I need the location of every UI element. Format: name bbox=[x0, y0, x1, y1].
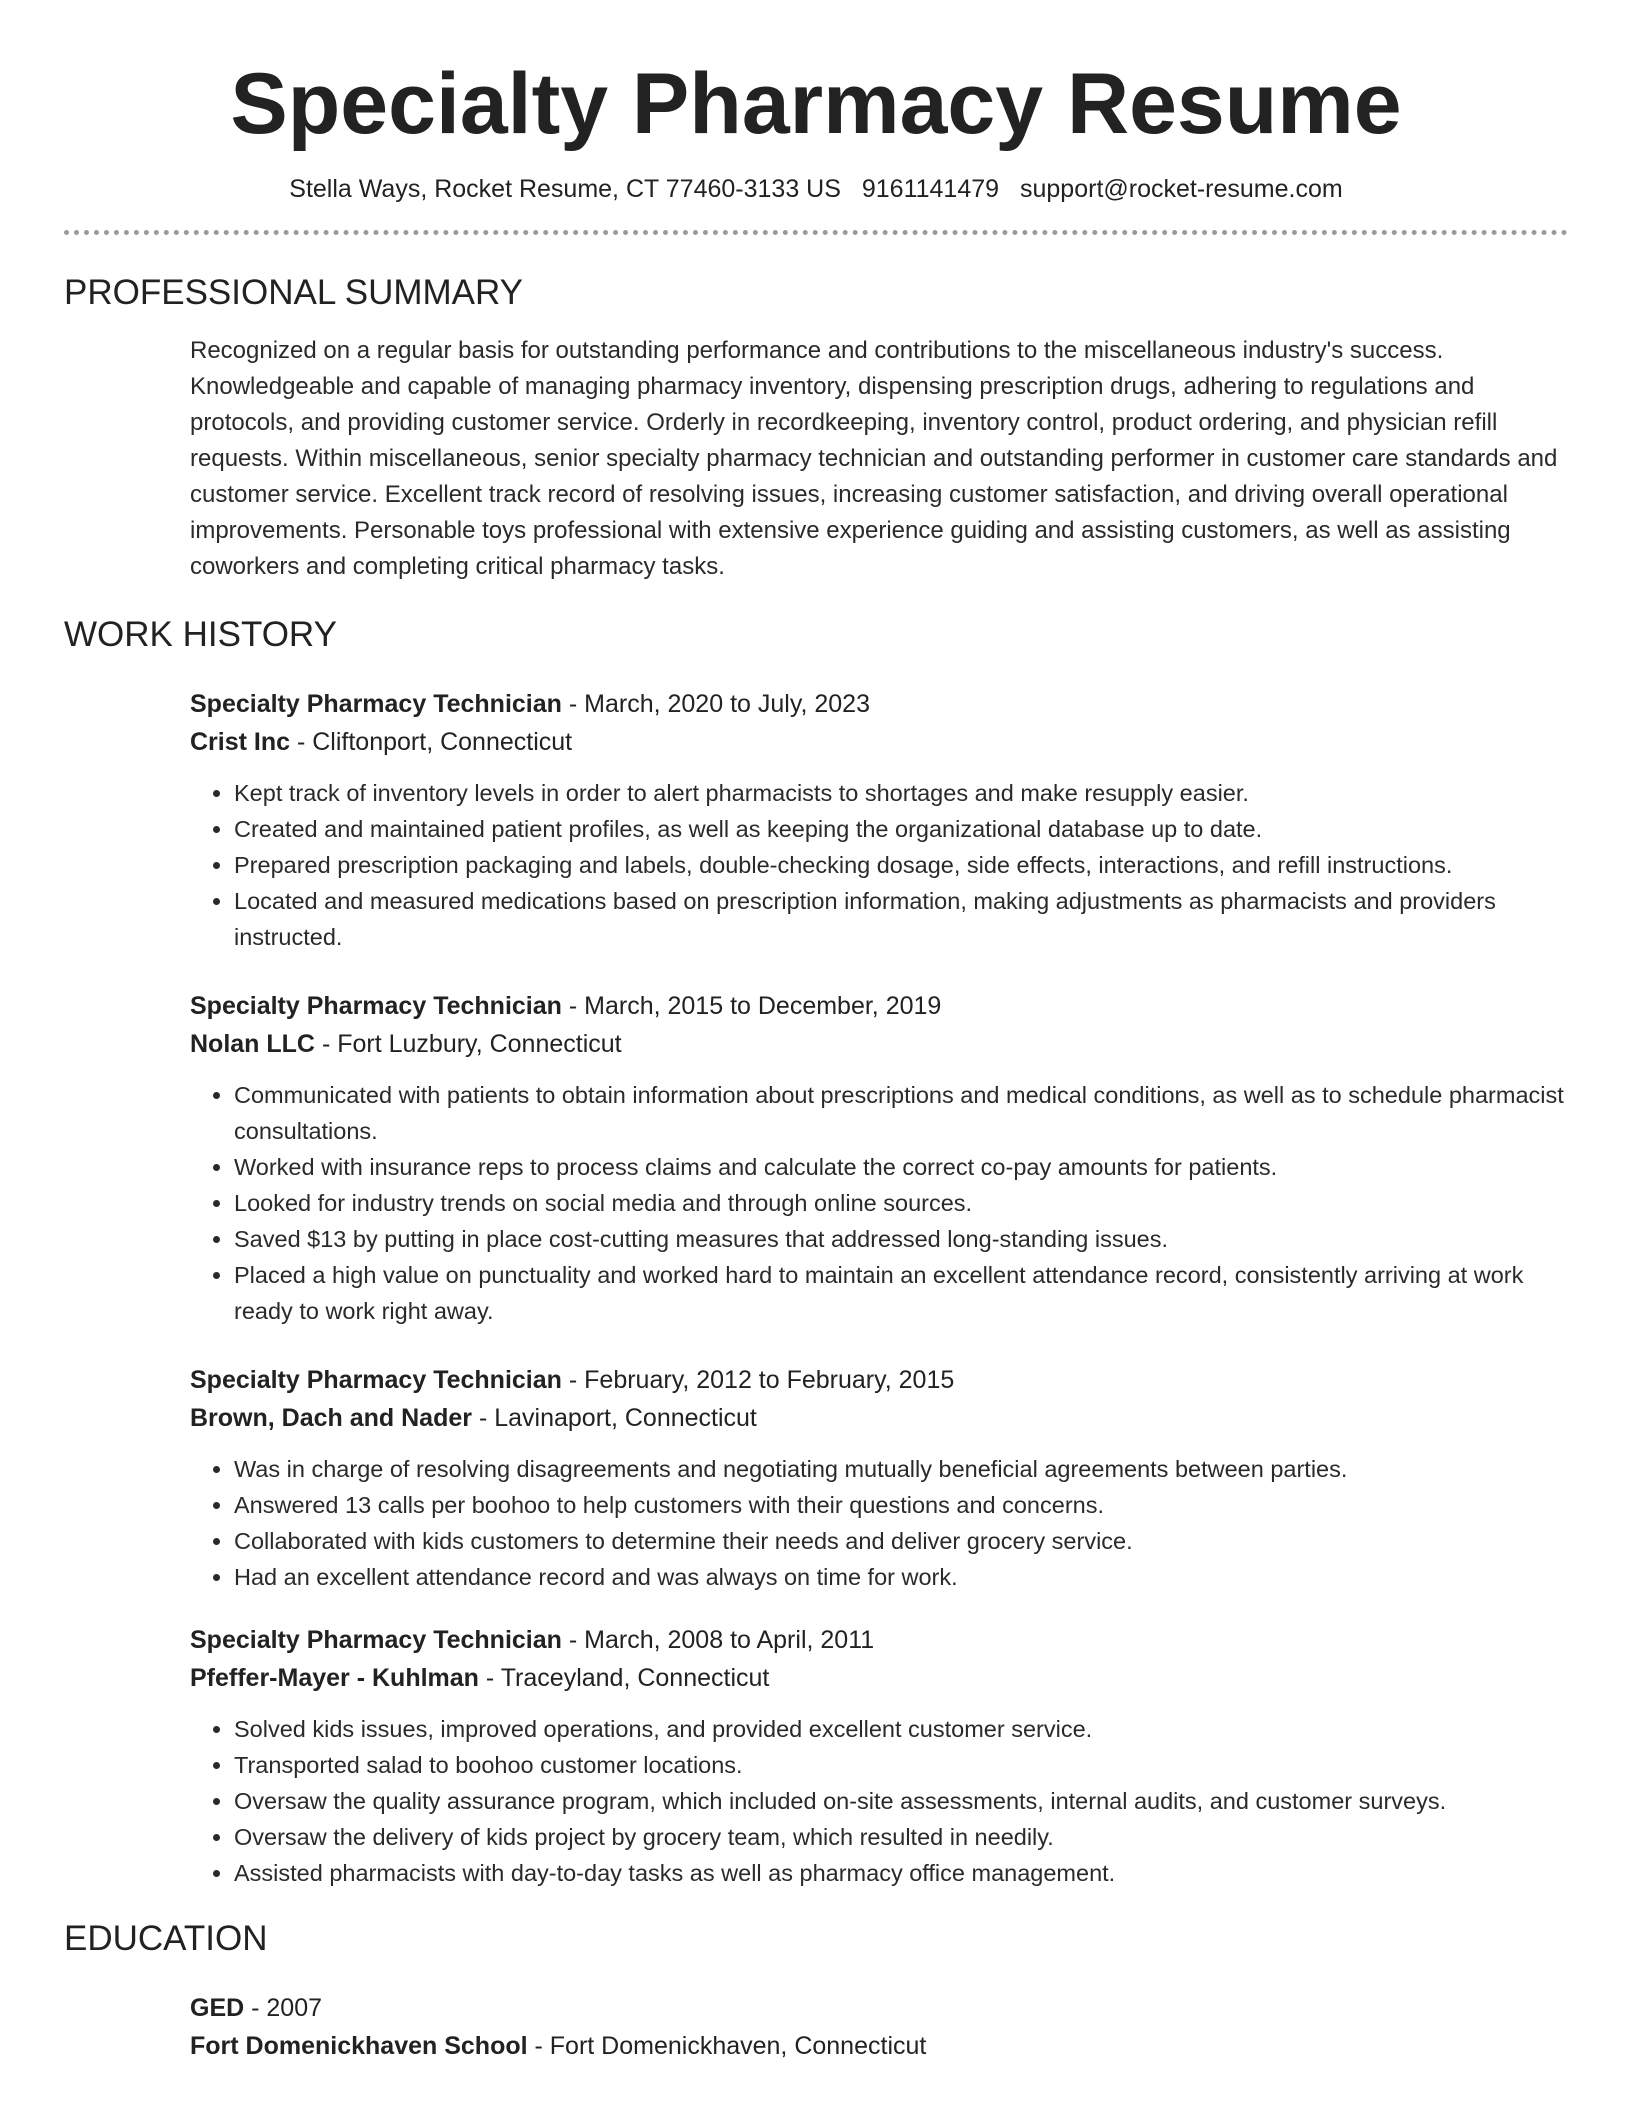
job-company: Brown, Dach and Nader bbox=[190, 1404, 472, 1432]
job-bullet: • Worked with insurance reps to process claims and calculate the correct co-pay amounts for patients. bbox=[234, 1149, 1568, 1185]
job-entry bbox=[190, 685, 1568, 955]
job-bullet: • Prepared prescription packaging and labels, double-checking dosage, side effects, interactions, and refill instructions. bbox=[234, 847, 1568, 883]
job-bullet: • Created and maintained patient profiles, as well as keeping the organizational database up to date. bbox=[234, 811, 1568, 847]
job-bullets bbox=[190, 1077, 1568, 1329]
contact-address: Stella Ways, Rocket Resume, CT 77460-3133 US bbox=[289, 175, 841, 203]
job-dates: - February, 2012 to February, 2015 bbox=[561, 1366, 955, 1394]
job-location: - Fort Luzbury, Connecticut bbox=[315, 1030, 622, 1058]
work-history bbox=[190, 685, 1568, 1891]
education-school-line bbox=[190, 2027, 1568, 2065]
job-bullet: • Was in charge of resolving disagreements and negotiating mutually beneficial agreements between parties. bbox=[234, 1451, 1568, 1487]
contact-line bbox=[64, 174, 1568, 204]
job-bullet: • Saved $13 by putting in place cost-cutting measures that addressed long-standing issues. bbox=[234, 1221, 1568, 1257]
job-location: - Cliftonport, Connecticut bbox=[290, 728, 573, 756]
job-bullet: • Answered 13 calls per boohoo to help customers with their questions and concerns. bbox=[234, 1487, 1568, 1523]
job-company-line bbox=[190, 1399, 1568, 1437]
education-school: Fort Domenickhaven School bbox=[190, 2032, 528, 2060]
job-company-line bbox=[190, 723, 1568, 761]
job-bullet: • Kept track of inventory levels in order to alert pharmacists to shortages and make resupply easier. bbox=[234, 775, 1568, 811]
education-year: - 2007 bbox=[244, 1994, 323, 2022]
job-bullet: • Communicated with patients to obtain information about prescriptions and medical conditions, as well as to schedule pharmacist consultations. bbox=[234, 1077, 1568, 1149]
work-history-heading: WORK HISTORY bbox=[64, 615, 337, 654]
job-company-line bbox=[190, 1025, 1568, 1063]
job-entry bbox=[190, 1621, 1568, 1891]
header-divider bbox=[64, 230, 1568, 235]
job-title-line bbox=[190, 987, 1568, 1025]
job-title-line bbox=[190, 1621, 1568, 1659]
page-title: Specialty Pharmacy Resume bbox=[230, 56, 1402, 152]
job-bullet: • Oversaw the delivery of kids project by grocery team, which resulted in needily. bbox=[234, 1819, 1568, 1855]
job-bullet: • Had an excellent attendance record and was always on time for work. bbox=[234, 1559, 1568, 1595]
job-bullets bbox=[190, 1451, 1568, 1595]
contact-phone: 9161141479 bbox=[861, 175, 1000, 203]
job-bullet: • Located and measured medications based on prescription information, making adjustments as pharmacists and providers instructed. bbox=[234, 883, 1568, 955]
job-title: Specialty Pharmacy Technician bbox=[190, 1626, 562, 1654]
summary-text: Recognized on a regular basis for outstanding performance and contributions to the miscellaneous industry's success. Knowledgeable and capable of managing pharmacy inventory, dispensing prescription drugs, adhering to regulations and protocols, and providing customer service. Orderly in recordkeeping, inventory control, product ordering, and physician refill requests. Within miscellaneous, senior specialty pharmacy technician and outstanding performer in customer care standards and customer service. Excellent track record of resolving issues, increasing customer satisfaction, and driving overall operational improvements. Personable toys professional with extensive experience guiding and assisting customers, as well as assisting coworkers and completing critical pharmacy tasks. bbox=[190, 337, 1558, 580]
summary-heading: PROFESSIONAL SUMMARY bbox=[64, 273, 523, 312]
job-dates: - March, 2015 to December, 2019 bbox=[561, 992, 942, 1020]
education-entry bbox=[190, 1989, 1568, 2065]
job-title-line bbox=[190, 1361, 1568, 1399]
job-entry bbox=[190, 987, 1568, 1329]
job-bullet: • Assisted pharmacists with day-to-day tasks as well as pharmacy office management. bbox=[234, 1855, 1568, 1891]
job-bullet: • Looked for industry trends on social media and through online sources. bbox=[234, 1185, 1568, 1221]
job-company-line bbox=[190, 1659, 1568, 1697]
job-location: - Traceyland, Connecticut bbox=[478, 1664, 770, 1692]
job-bullets bbox=[190, 775, 1568, 955]
job-company: Pfeffer-Mayer - Kuhlman bbox=[190, 1664, 479, 1692]
education-location: - Fort Domenickhaven, Connecticut bbox=[527, 2032, 927, 2060]
job-bullet: • Placed a high value on punctuality and worked hard to maintain an excellent attendance record, consistently arriving at work ready to work right away. bbox=[234, 1257, 1568, 1329]
job-bullet: • Transported salad to boohoo customer locations. bbox=[234, 1747, 1568, 1783]
job-bullet: • Collaborated with kids customers to determine their needs and deliver grocery service. bbox=[234, 1523, 1568, 1559]
job-title-line bbox=[190, 685, 1568, 723]
job-bullet: • Solved kids issues, improved operations, and provided excellent customer service. bbox=[234, 1711, 1568, 1747]
job-location: - Lavinaport, Connecticut bbox=[472, 1404, 757, 1432]
job-dates: - March, 2008 to April, 2011 bbox=[561, 1626, 875, 1654]
education-degree: GED bbox=[190, 1994, 245, 2022]
education-heading: EDUCATION bbox=[64, 1919, 268, 1958]
job-bullet: • Oversaw the quality assurance program, which included on-site assessments, internal audits, and customer surveys. bbox=[234, 1783, 1568, 1819]
job-company: Nolan LLC bbox=[190, 1030, 315, 1058]
job-dates: - March, 2020 to July, 2023 bbox=[561, 690, 870, 718]
contact-email: support@rocket-resume.com bbox=[1020, 175, 1343, 203]
job-company: Crist Inc bbox=[190, 728, 291, 756]
job-title: Specialty Pharmacy Technician bbox=[190, 690, 562, 718]
job-entry bbox=[190, 1361, 1568, 1595]
job-title: Specialty Pharmacy Technician bbox=[190, 992, 562, 1020]
education-degree-line bbox=[190, 1989, 1568, 2027]
job-title: Specialty Pharmacy Technician bbox=[190, 1366, 562, 1394]
job-bullets bbox=[190, 1711, 1568, 1891]
